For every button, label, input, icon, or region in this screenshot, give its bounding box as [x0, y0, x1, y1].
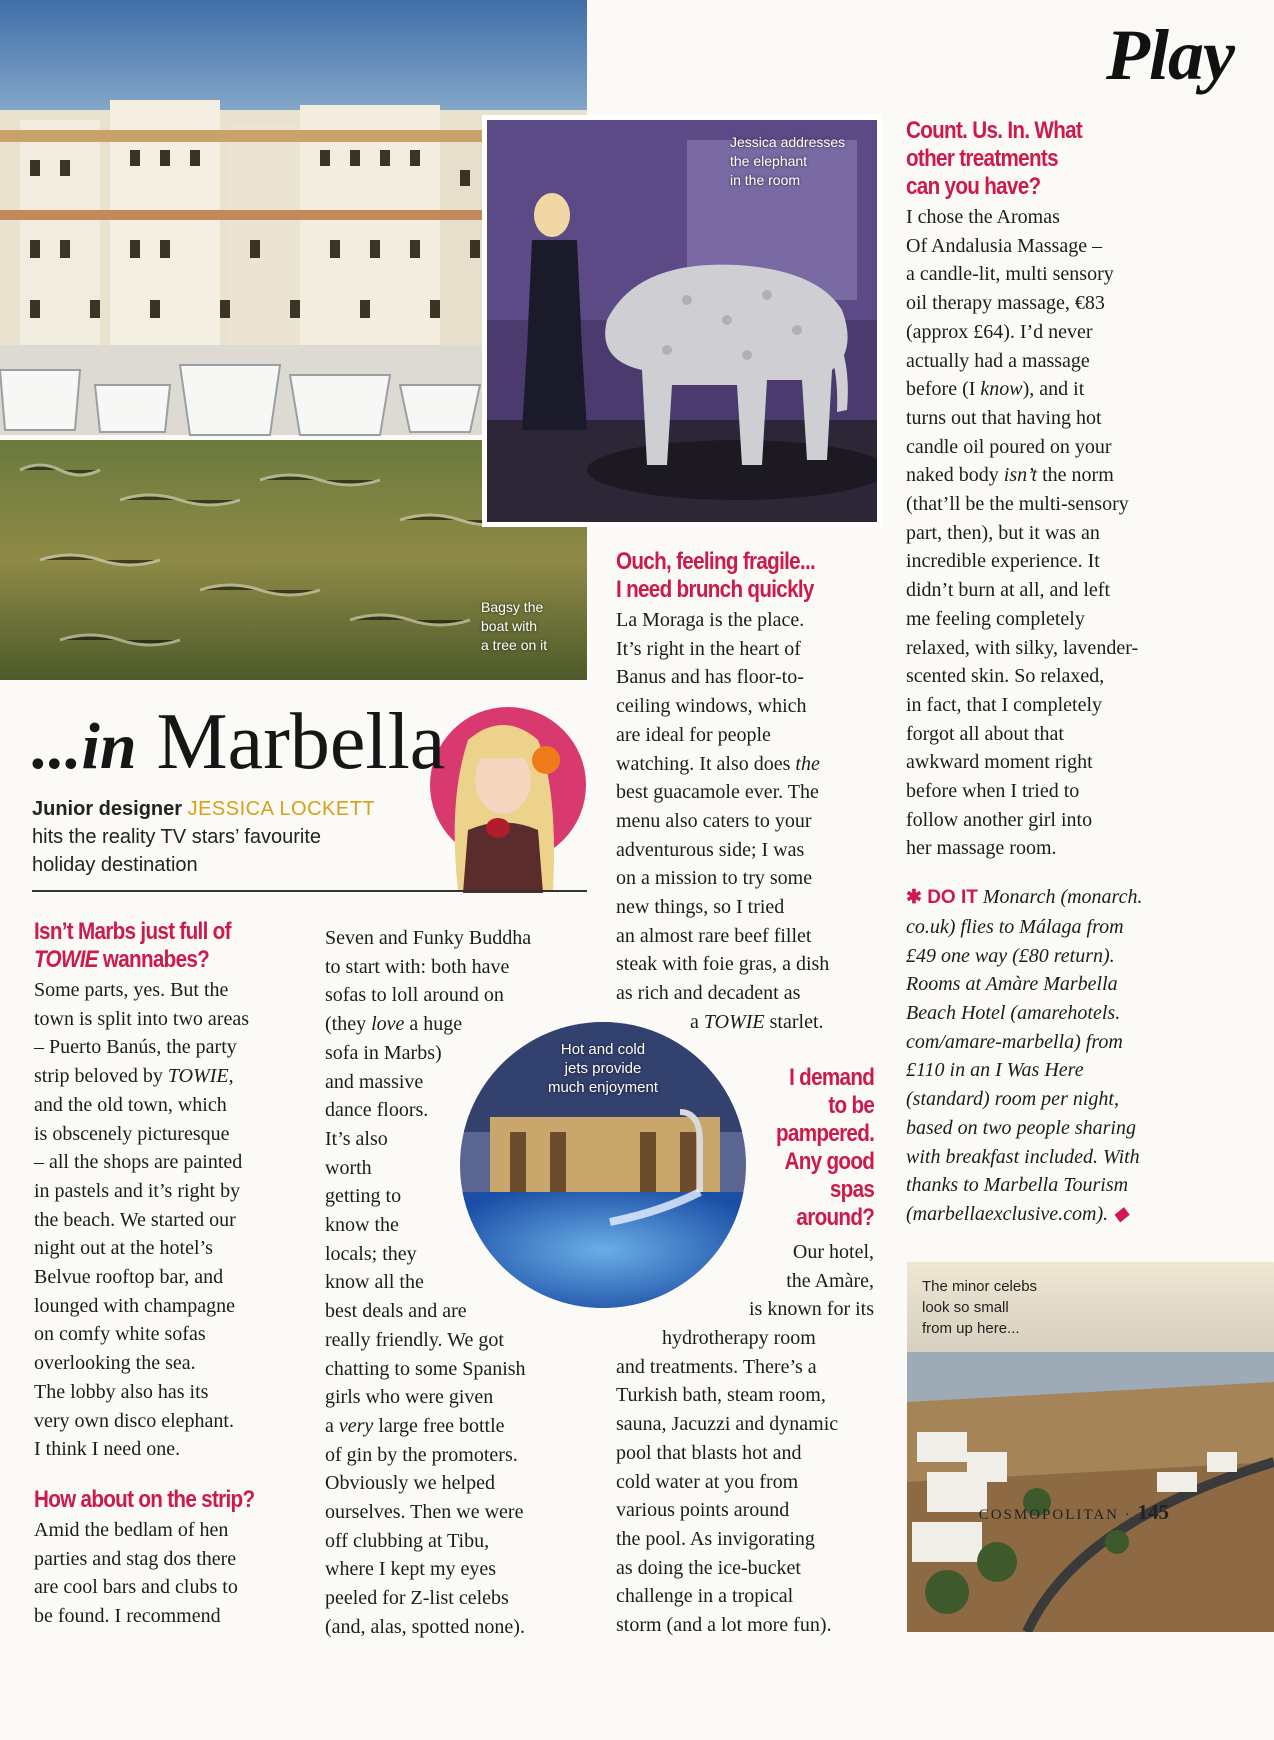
do-it-box: ✱ DO IT Monarch (monarch. co.uk) flies to Málaga from £49 one way (£80 return). Rooms at Amàre Marbella Beach Hotel (amarehotels. com/amare-marbella) from £110 in an I Was Here (standard) room per night, based on two people sharing with breakfast included. With thanks to Marbella Tourism (marbellaexclusive.com). ◆ — [906, 886, 1143, 1225]
do-it-label: ✱ DO IT — [906, 887, 978, 909]
magazine-name: COSMOPOLITAN — [978, 1507, 1119, 1523]
body-brunch: La Moraga is the place. It’s right in the heart of Banus and has floor-to- ceiling windows, which are ideal for people watching. It also does the best guacamole ever. The menu also caters to your adventurous side; I was on a mission to try some new things, so I tried an almost rare beef fillet steak with foie gras, a dish as rich and decadent as a TOWIE starlet. — [616, 609, 830, 1033]
end-mark-icon: ◆ — [1113, 1202, 1129, 1225]
article-title-block — [32, 700, 445, 879]
column-2: Seven and Funky Buddha to start with: both have sofas to loll around on (they love a huge sofa in Marbs) and massive dance floors. It’s also worth getting to know the locals; they know all the best deals and are really friendly. We got chatting to some Spanish girls who were given a very large free bottle of gin by the promoters. Obviously we helped ourselves. Then we were off clubbing at Tibu, where I kept my eyes peeled for Z-list celebs (and, alas, spotted none). — [325, 927, 532, 1638]
title-divider — [32, 890, 587, 892]
body-spa-right: Our hotel, the Amàre, is known for its — [749, 1241, 874, 1321]
body-spa: hydrotherapy room and treatments. There’s a Turkish bath, steam room, sauna, Jacuzzi and dynamic pool that blasts hot and cold water at you from various points around the pool. As invigorating as doing the ice-bucket challenge in a tropical storm (and a lot more fun). — [616, 1327, 839, 1637]
article-title: ...in Marbella — [32, 698, 446, 786]
page-number: 145 — [1137, 1500, 1169, 1524]
page-footer: COSMOPOLITAN · 145 — [978, 1500, 1169, 1524]
elephant-caption: Jessica addresses the elephant in the room — [730, 134, 846, 188]
spa-caption: Hot and cold jets provide much enjoyment — [547, 1041, 659, 1096]
body-strip: Amid the bedlam of hen parties and stag dos there are cool bars and clubs to be found. I recommend — [34, 1518, 238, 1628]
heading-marbs: Isn’t Marbs just full of TOWIE wannabes? — [34, 918, 231, 973]
view-caption: The minor celebs look so small from up here... — [922, 1278, 1038, 1337]
heading-strip: How about on the strip? — [34, 1485, 255, 1513]
standfirst: Junior designer JESSICA LOCKETT hits the reality TV stars’ favourite holiday destination — [32, 798, 376, 876]
heading-brunch: Ouch, feeling fragile... I need brunch quickly — [616, 548, 816, 603]
heading-pampered: I demand to be pampered. Any good spas around? — [775, 1064, 874, 1231]
section-header: Play — [1106, 15, 1234, 95]
column-1 — [34, 918, 299, 1631]
body-count: I chose the Aromas Of Andalusia Massage – a candle-lit, multi sensory oil therapy massage, €83 (approx £64). I’d never actually had a massage before (I know), and it turns out that having hot candle oil poured on your naked body isn’t the norm (that’ll be the multi-sensory part, then), but it was an incredible experience. It didn’t burn at all, and left me feeling completely relaxed, with silky, lavender- scented skin. So relaxed, in fact, that I completely forgot all about that awkward moment right before when I tried to follow another girl into her massage room. — [906, 206, 1139, 860]
boat-caption: Bagsy the boat with a tree on it — [481, 599, 548, 653]
heading-count: Count. Us. In. What other treatments can you have? — [906, 117, 1083, 200]
column-3 — [616, 548, 891, 1037]
body-marbs: Some parts, yes. But the town is split into two areas – Puerto Banús, the party strip beloved by TOWIE, and the old town, which is obscenely picturesque – all the shops are painted in pastels and it’s right by the beach. We started our night out at the hotel’s Belvue rooftop bar, and lounged with champagne on comfy white sofas overlooking the sea. The lobby also has its very own disco elephant. I think I need one. — [34, 979, 249, 1461]
column-4 — [906, 117, 1206, 1229]
